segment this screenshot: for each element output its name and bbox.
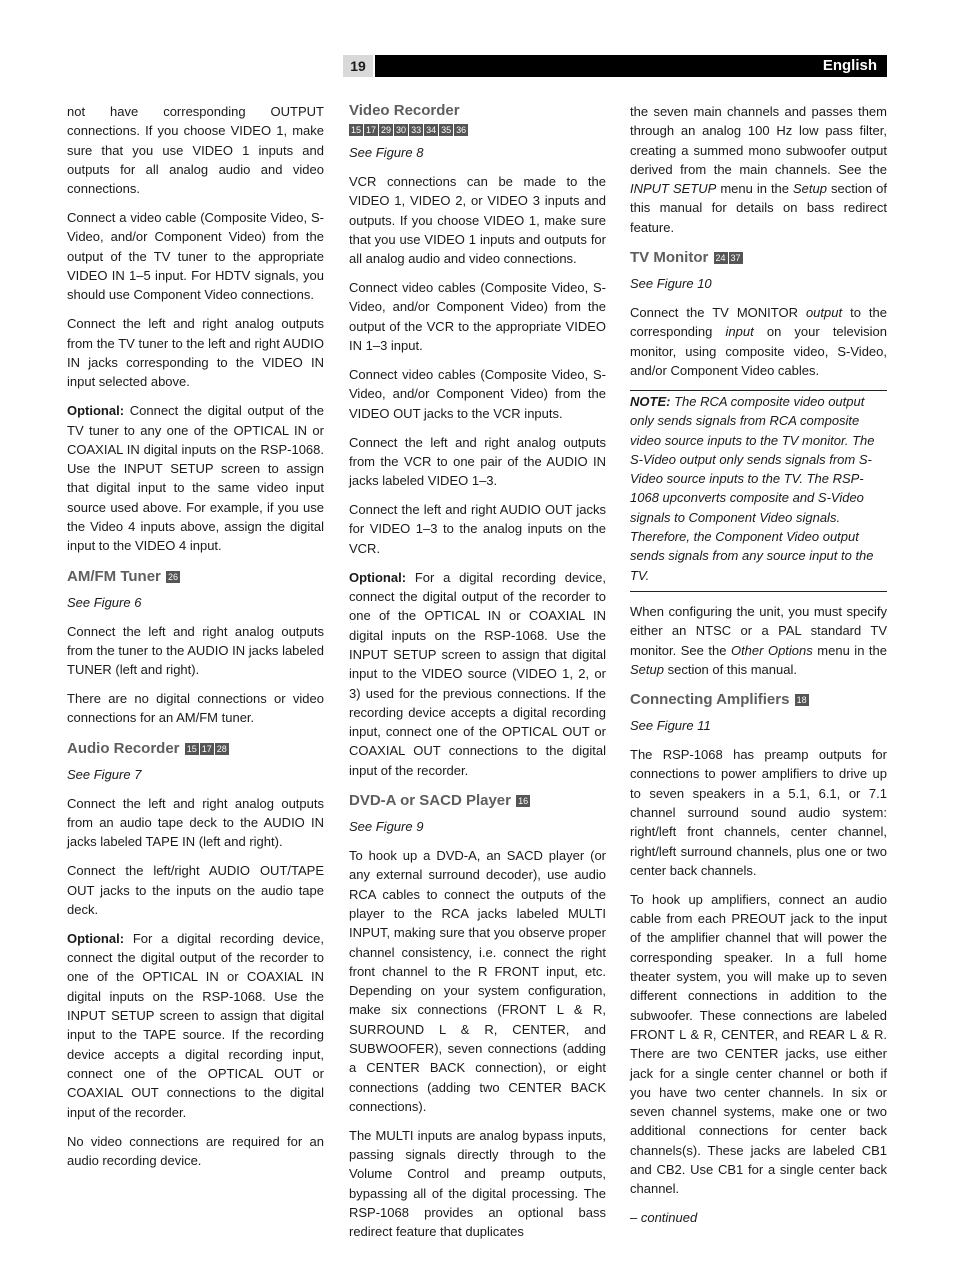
page-number: 19 <box>343 55 373 77</box>
section-heading-amfm <box>67 568 324 586</box>
section-heading-dvd <box>349 792 606 810</box>
figure-reference: See Figure 6 <box>67 594 142 610</box>
paragraph: Connect the left and right analog outputs from the tuner to the AUDIO IN jacks labeled TUNER (left and right). <box>67 623 324 678</box>
figure-badge: 37 <box>730 253 741 264</box>
paragraph: VCR connections can be made to the VIDEO 1, VIDEO 2, or VIDEO 3 inputs and outputs. If you choose VIDEO 1, make sure that you use VIDEO 1 inputs and outputs for all analog audio and video connections. <box>349 173 606 267</box>
figure-badge: 35 <box>441 124 452 135</box>
heading-text: Connecting Amplifiers <box>630 691 790 709</box>
paragraph-text: the seven main channels and passes them through an analog 100 Hz low pass filter, creating a summed mono subwoofer output derived from the main channels. See the <box>630 104 887 177</box>
heading-text: TV Monitor <box>630 249 709 267</box>
paragraph: No video connections are required for an audio recording device. <box>67 1133 324 1168</box>
paragraph <box>67 401 324 555</box>
paragraph-text: menu in the <box>812 642 887 658</box>
menu-name: Other Options <box>730 642 813 658</box>
figure-badge-group <box>349 122 606 136</box>
paragraph-text: section of this manual for details on bass redirect feature. <box>630 181 887 235</box>
paragraph <box>630 602 887 679</box>
note-body: The RCA composite video output only sends signals from RCA composite video source inputs to the TV monitor. The S-Video output only sends signals from S-Video source inputs to the TV. The RSP-1068 upconverts composite and S-Video signals to Component Video signals. Therefore, the Component Video output sends signals from any source input to the TV. <box>630 393 875 583</box>
figure-reference: See Figure 11 <box>630 718 711 734</box>
paragraph: To hook up a DVD-A, an SACD player (or any external surround decoder), use audio RCA cables to connect the outputs of the player to the RCA jacks labeled MULTI INPUT, making sure that you observe proper channel consistency, i.e. connect the right front channel to the R FRONT input, etc. Depending on your system configuration, make six connections (FRONT L & R, SURROUND L & R, CENTER, and SUBWOOFER), seven connections (adding a CENTER BACK connection), or eight connections (adding two CENTER BACK connections). <box>349 848 606 1114</box>
figure-badge: 17 <box>366 124 377 135</box>
figure-badge: 33 <box>411 124 422 135</box>
paragraph <box>349 568 606 780</box>
language-header: English <box>375 55 887 77</box>
figure-badge: 18 <box>796 695 807 706</box>
section-name: Setup <box>793 181 827 197</box>
optional-label: Optional: <box>67 930 125 946</box>
paragraph: Connect the left/right AUDIO OUT/TAPE OUT jacks to the inputs on the audio tape deck. <box>67 863 324 917</box>
paragraph-text: For a digital recording device, connect the digital output of the recorder to one of the OPTICAL IN or COAXIAL IN digital inputs on the RSP-1068. Use the INPUT SETUP screen to assign that digital input to the TAPE source. If the recording device accepts a digital recording input, connect one of the OPTICAL OUT or COAXIAL OUT connections to the digital input of the recorder. <box>67 930 324 1120</box>
figure-reference: See Figure 10 <box>630 276 712 292</box>
heading-text: Audio Recorder <box>67 739 180 757</box>
paragraph <box>630 303 887 380</box>
menu-name: INPUT SETUP <box>630 181 717 197</box>
paragraph: Connect the left and right AUDIO OUT jacks for VIDEO 1–3 to the analog inputs on the VCR. <box>349 502 606 556</box>
figure-badge: 34 <box>426 124 437 135</box>
optional-label: Optional: <box>67 403 125 419</box>
paragraph-text: to the corresponding <box>630 305 887 340</box>
paragraph: Connect a video cable (Composite Video, S-Video, and/or Component Video) from the output of the TV tuner to the appropriate VIDEO IN 1–5 input. For HDTV signals, you should use Component Video connections. <box>67 210 324 303</box>
paragraph-text: For a digital recording device, connect the digital output of the recorder to one of the OPTICAL IN or COAXIAL IN digital inputs on the RSP-1068. Use the INPUT SETUP screen to assign that digital input to the VIDEO source (VIDEO 1, 2, or 3) used for the previous connections. If the recording device accepts a digital recording input, connect one of the OPTICAL OUT or COAXIAL OUT connections to the digital input of the recorder. <box>349 569 606 778</box>
column-1 <box>67 102 324 1180</box>
figure-badge: 17 <box>201 743 212 754</box>
column-2 <box>349 102 606 1251</box>
paragraph: Connect the left and right analog outputs from the VCR to one pair of the AUDIO IN jacks labeled VIDEO 1–3. <box>349 434 606 489</box>
heading-text: DVD-A or SACD Player <box>349 792 511 810</box>
section-name: Setup <box>630 661 664 677</box>
figure-reference: See Figure 8 <box>349 145 424 160</box>
paragraph-text: menu in the <box>716 181 793 197</box>
figure-badge: 15 <box>186 743 197 754</box>
figure-badge: 24 <box>715 253 726 264</box>
section-heading-tv-monitor <box>630 249 887 267</box>
figure-badge: 26 <box>168 571 179 582</box>
figure-badge: 15 <box>351 124 362 135</box>
paragraph: The MULTI inputs are analog bypass inputs, passing signals directly through to the Volume Control and preamp outputs, bypassing all of the digital processing. The RSP-1068 provides an optional bass redirect feature that duplicates <box>349 1127 606 1240</box>
paragraph-text: on your television monitor, using composite video, S-Video, and/or Component Video cables. <box>630 324 888 378</box>
paragraph: Connect the left and right analog outputs from an audio tape deck to the AUDIO IN jacks labeled TAPE IN (left and right). <box>67 795 324 850</box>
figure-badge: 16 <box>518 796 529 807</box>
emphasis: input <box>725 324 754 340</box>
emphasis: output <box>805 305 843 321</box>
paragraph <box>67 929 324 1122</box>
note-text <box>630 392 887 585</box>
paragraph: Connect the left and right analog outputs from the TV tuner to the left and right AUDIO IN jacks corresponding to the VIDEO IN input selected above. <box>67 316 324 390</box>
figure-badge: 36 <box>456 124 467 135</box>
paragraph-text: When configuring the unit, you must specify either an NTSC or a PAL standard TV monitor. See the <box>630 603 887 658</box>
column-3 <box>630 102 887 1237</box>
section-heading-amplifiers <box>630 691 887 709</box>
paragraph <box>630 102 887 237</box>
heading-text: AM/FM Tuner <box>67 567 161 585</box>
optional-label: Optional: <box>349 569 407 585</box>
figure-badge: 30 <box>396 124 407 135</box>
figure-badge: 29 <box>381 124 392 135</box>
section-heading-audio-recorder <box>67 740 324 758</box>
paragraph-text: Connect the digital output of the TV tuner to any one of the OPTICAL IN or COAXIAL IN digital inputs on the RSP-1068. Use the INPUT SETUP screen to assign that digital input to the same video input source used above. For example, if you use the Video 4 inputs above, assign the digital input to the VIDEO 4 input. <box>67 403 324 554</box>
figure-reference: See Figure 9 <box>349 819 424 835</box>
paragraph: not have corresponding OUTPUT connections. If you choose VIDEO 1, make sure that you use VIDEO 1 inputs and outputs for all analog audio and video connections. <box>67 104 324 197</box>
note-box <box>630 390 887 592</box>
figure-reference: See Figure 7 <box>67 766 142 782</box>
paragraph-text: section of this manual. <box>663 661 797 677</box>
paragraph: To hook up amplifiers, connect an audio cable from each PREOUT jack to the input of the amplifier channel that will power the corresponding speaker. In a full home theater system, you will make up to seven different connections in addition to the subwoofer. These connections are labeled FRONT L & R, CENTER, and REAR L & R. There are two CENTER jacks, use either jack for a single center channel or both if you have two center channels. In six or seven channel systems, make one or two additional connections for center back channels(s). These jacks are labeled CB1 and CB2. Use CB1 for a single center back channel. <box>630 891 887 1197</box>
paragraph: Connect video cables (Composite Video, S-Video, and/or Component Video) from the output of the VCR to the appropriate VIDEO IN 1–3 input. <box>349 280 606 354</box>
continued-label: – continued <box>630 1210 698 1226</box>
note-label: NOTE: <box>630 393 671 409</box>
paragraph: Connect video cables (Composite Video, S-Video, and/or Component Video) from the VIDEO OUT jacks to the VCR inputs. <box>349 367 606 421</box>
paragraph: There are no digital connections or video connections for an AM/FM tuner. <box>67 691 324 726</box>
section-heading-video-recorder: Video Recorder <box>349 102 460 119</box>
paragraph: The RSP-1068 has preamp outputs for connections to power amplifiers to drive up to seven speakers in a 5.1, 6.1, or 7.1 channel surround sound audio system: right/left front channels, center channel, right/left surround channels, plus one or two center back channels. <box>630 747 887 878</box>
paragraph-text: Connect the TV MONITOR <box>630 305 806 321</box>
figure-badge: 28 <box>216 743 227 754</box>
